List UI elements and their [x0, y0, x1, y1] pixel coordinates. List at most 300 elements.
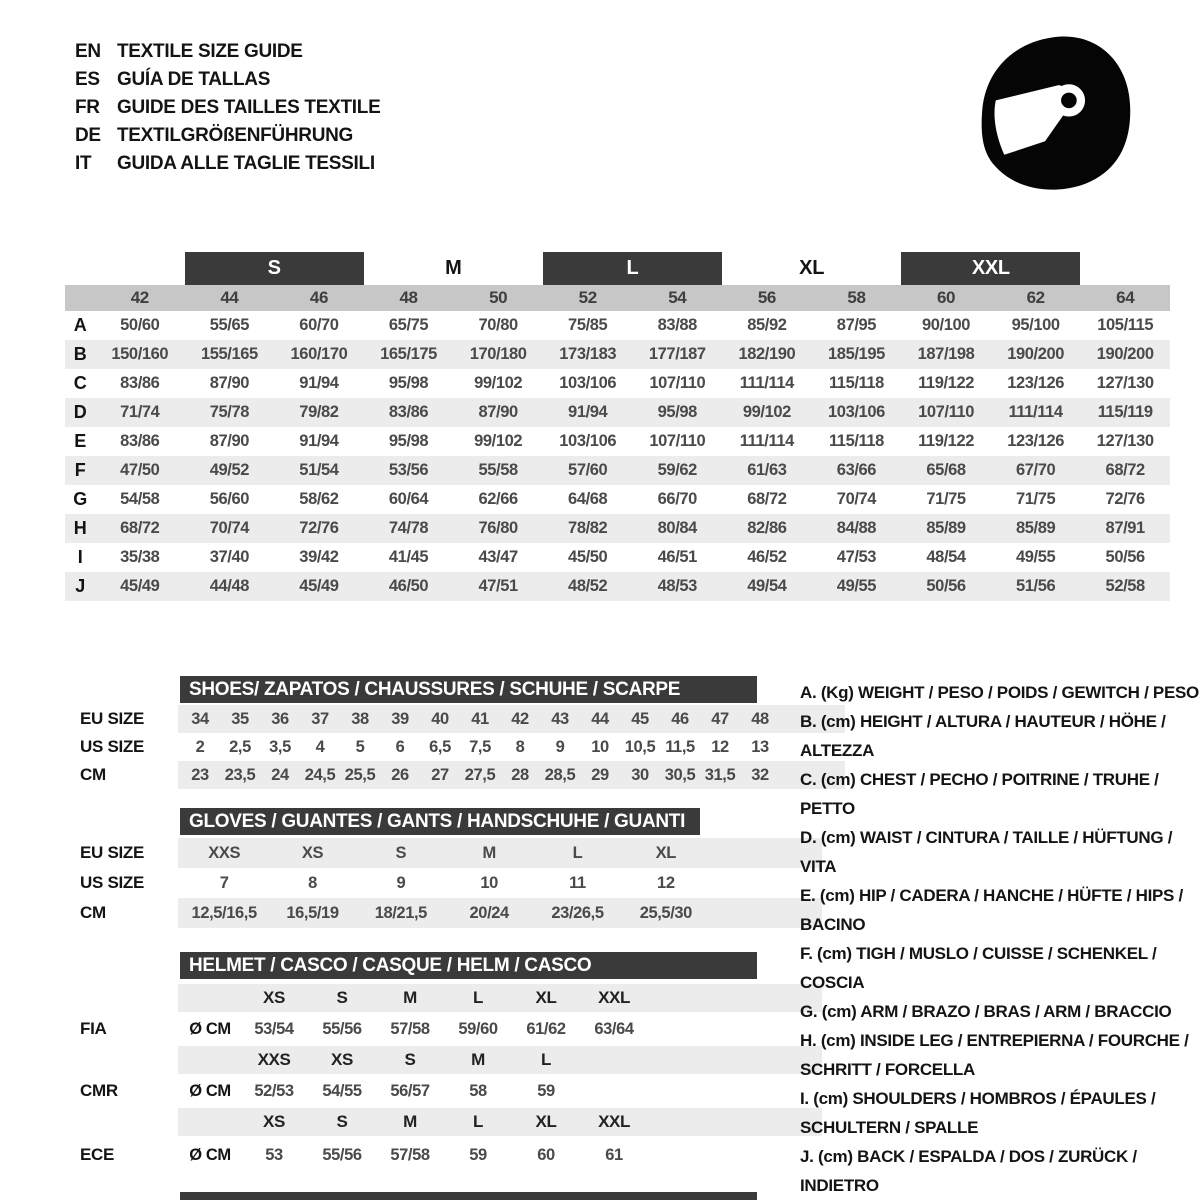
size-value: 70/74: [209, 519, 250, 537]
size-value: 83/88: [657, 316, 697, 334]
helmet-cm-value: 61: [605, 1145, 623, 1164]
size-value: 155/165: [200, 345, 258, 363]
size-value: 150/160: [111, 345, 169, 363]
helmet-size-label: XL: [535, 988, 557, 1007]
language-code: DE: [75, 125, 101, 146]
size-value: 51/54: [299, 461, 339, 479]
size-value: 60/64: [388, 490, 429, 508]
cell-value: 37: [311, 709, 329, 728]
legend-item-j: J. (cm) BACK / ESPALDA / DOS / ZURÜCK / INDIETRO: [800, 1147, 1137, 1195]
helmet-sizes-row-ece: [65, 1108, 865, 1136]
shoes-size-table: [65, 676, 865, 801]
size-value: 45/49: [120, 577, 160, 595]
size-value: 63/66: [836, 461, 877, 479]
size-value: 190/200: [1007, 345, 1065, 363]
cell-value: 9: [555, 737, 565, 756]
size-value: 107/110: [918, 403, 974, 421]
size-value: 95/98: [657, 403, 697, 421]
numeric-size: 54: [668, 288, 687, 307]
helmet-values-row-ece: [65, 1140, 865, 1170]
racing-helmet-icon: [972, 28, 1142, 200]
helmet-cm-value: 60: [537, 1145, 555, 1164]
size-value: 70/80: [478, 316, 518, 334]
size-value: 71/75: [1015, 490, 1056, 508]
cell-value: 44: [591, 709, 609, 728]
row-values: [180, 733, 780, 761]
cell-value: XS: [301, 843, 324, 862]
size-value: 50/60: [120, 316, 160, 334]
size-value: 56/60: [209, 490, 250, 508]
language-row: [75, 94, 380, 122]
numeric-size: 50: [489, 288, 508, 307]
cell-value: 11: [569, 873, 586, 892]
language-code: ES: [75, 69, 100, 90]
helmet-cm-value: 59: [469, 1145, 487, 1164]
helmet-sizes-values: [180, 984, 648, 1012]
size-value: 62/66: [478, 490, 518, 508]
size-value: 80/84: [657, 519, 697, 537]
row-label: EU SIZE: [80, 709, 145, 728]
gloves-section-title: GLOVES / GUANTES / GANTS / HANDSCHUHE / GUANTI: [180, 808, 700, 835]
size-value: 52/58: [1105, 577, 1145, 595]
helmet-size-label: L: [541, 1050, 551, 1069]
size-value: 55/58: [478, 461, 518, 479]
cell-value: 40: [431, 709, 449, 728]
measure-row-g: [65, 485, 1170, 514]
language-row: [75, 66, 380, 94]
size-value: 111/114: [1008, 403, 1063, 421]
size-value: 173/183: [559, 345, 617, 363]
cell-value: 6,5: [429, 737, 451, 756]
legend-item-e: E. (cm) HIP / CADERA / HANCHE / HÜFTE / HIPS / BACINO: [800, 886, 1183, 934]
sub-table-row: [65, 733, 865, 761]
cell-value: 30: [631, 765, 649, 784]
language-label: TEXTILE SIZE GUIDE: [117, 41, 303, 62]
size-value: 90/100: [922, 316, 971, 334]
cell-value: 11,5: [665, 737, 695, 756]
size-value: 46/50: [388, 577, 429, 595]
size-value: 72/76: [299, 519, 339, 537]
gloves-size-table: [65, 806, 865, 931]
size-value: 79/82: [299, 403, 339, 421]
cell-value: 35: [231, 709, 249, 728]
cell-value: XL: [655, 843, 676, 862]
diameter-unit-label: Ø CM: [189, 1081, 231, 1100]
size-value: 160/170: [290, 345, 348, 363]
cell-value: 47: [711, 709, 729, 728]
size-value: 45/50: [568, 548, 608, 566]
numeric-size: 46: [309, 288, 328, 307]
helmet-sizes-row-cmr: [65, 1046, 865, 1074]
helmet-cm-value: 63/64: [594, 1019, 634, 1038]
row-label: CM: [80, 903, 106, 922]
cell-value: L: [572, 843, 583, 862]
cell-value: 36: [271, 709, 289, 728]
row-values: [180, 868, 710, 898]
size-value: 48/54: [926, 548, 966, 566]
textile-size-table: [65, 252, 1170, 601]
helmet-cm-value: 61/62: [526, 1019, 566, 1038]
cell-value: 27,5: [464, 765, 496, 784]
cell-value: 6: [395, 737, 405, 756]
measure-row-h: [65, 514, 1170, 543]
row-letter: J: [75, 576, 85, 596]
cell-value: 41: [471, 709, 489, 728]
size-value: 48/53: [657, 577, 697, 595]
cell-value: 16,5/19: [286, 903, 339, 922]
size-value: 87/91: [1105, 519, 1145, 537]
helmet-size-label: XL: [535, 1112, 557, 1131]
size-value: 127/130: [1096, 374, 1154, 392]
size-value: 41/45: [388, 548, 429, 566]
numeric-size: 44: [220, 288, 239, 307]
helmet-sizes-row-fia: [65, 984, 865, 1012]
cell-value: 20/24: [469, 903, 509, 922]
size-value: 47/50: [120, 461, 160, 479]
cutoff-section-bar: [180, 1192, 757, 1200]
helmet-size-label: S: [404, 1050, 416, 1069]
size-value: 87/90: [209, 432, 250, 450]
size-group-xl: XL: [799, 257, 825, 279]
helmet-values: [180, 1076, 648, 1106]
size-value: 39/42: [299, 548, 339, 566]
sub-table-row: [65, 898, 865, 928]
helmet-sizes-values: [180, 1108, 648, 1136]
cell-value: 12,5/16,5: [191, 903, 257, 922]
standard-label: CMR: [80, 1081, 118, 1100]
diameter-unit-label: Ø CM: [189, 1145, 231, 1164]
language-code: FR: [75, 97, 100, 118]
helmet-cm-value: 53/54: [254, 1019, 294, 1038]
size-value: 46/51: [657, 548, 697, 566]
row-letter: A: [73, 315, 87, 335]
size-value: 95/98: [388, 374, 429, 392]
size-value: 103/106: [559, 374, 617, 392]
helmet-size-label: M: [403, 1112, 417, 1131]
size-value: 190/200: [1096, 345, 1154, 363]
diameter-unit-label: Ø CM: [189, 1019, 231, 1038]
helmet-cm-value: 54/55: [322, 1081, 362, 1100]
size-value: 123/126: [1007, 432, 1065, 450]
row-letter: D: [73, 402, 87, 422]
measure-row-e: [65, 427, 1170, 456]
size-value: 85/89: [1015, 519, 1056, 537]
measure-row-i: [65, 543, 1170, 572]
size-value: 60/70: [299, 316, 339, 334]
legend-item-c: C. (cm) CHEST / PECHO / POITRINE / TRUHE / PETTO: [800, 770, 1159, 818]
size-value: 99/102: [474, 374, 523, 392]
cell-value: S: [395, 843, 407, 862]
sub-table-row: [65, 761, 865, 789]
size-value: 177/187: [648, 345, 706, 363]
cell-value: 34: [191, 709, 209, 728]
row-letter: B: [73, 344, 87, 364]
size-value: 182/190: [738, 345, 796, 363]
size-value: 65/75: [388, 316, 429, 334]
legend-item-b: B. (cm) HEIGHT / ALTURA / HAUTEUR / HÖHE / ALTEZZA: [800, 712, 1166, 760]
size-value: 46/52: [747, 548, 787, 566]
cell-value: 12: [657, 873, 675, 892]
size-value: 66/70: [657, 490, 697, 508]
size-value: 57/60: [568, 461, 608, 479]
measure-row-d: [65, 398, 1170, 427]
size-value: 91/94: [299, 374, 339, 392]
cell-value: 23,5: [224, 765, 256, 784]
cell-value: 46: [671, 709, 689, 728]
cell-value: 12: [711, 737, 729, 756]
cell-value: 2: [195, 737, 205, 756]
cell-value: 2,5: [229, 737, 251, 756]
measure-row-f: [65, 456, 1170, 485]
size-value: 68/72: [120, 519, 160, 537]
size-value: 82/86: [747, 519, 787, 537]
measure-row-b: [65, 340, 1170, 369]
helmet-size-label: XXL: [598, 1112, 630, 1131]
row-letter: I: [77, 547, 83, 567]
size-value: 72/76: [1105, 490, 1145, 508]
size-value: 68/72: [1105, 461, 1145, 479]
helmet-cm-value: 59/60: [458, 1019, 498, 1038]
shoes-section-title: SHOES/ ZAPATOS / CHAUSSURES / SCHUHE / SCARPE: [180, 676, 757, 703]
language-row: [75, 122, 380, 150]
sub-table-row: [65, 838, 865, 868]
numeric-size: 58: [847, 288, 866, 307]
size-group-l: L: [543, 252, 722, 285]
size-value: 83/86: [120, 432, 160, 450]
cell-value: 32: [751, 765, 769, 784]
row-label: EU SIZE: [80, 843, 145, 862]
cell-value: 13: [751, 737, 769, 756]
language-row: [75, 150, 380, 178]
cell-value: 48: [751, 709, 769, 728]
cell-value: M: [482, 843, 496, 862]
size-value: 78/82: [568, 519, 608, 537]
cell-value: 7,5: [469, 737, 491, 756]
helmet-size-label: XS: [263, 1112, 285, 1131]
size-group-s: S: [185, 252, 364, 285]
legend-item-a: A. (Kg) WEIGHT / PESO / POIDS / GEWITCH / PESO: [800, 683, 1199, 702]
cell-value: 24: [271, 765, 289, 784]
size-value: 103/106: [559, 432, 617, 450]
cell-value: 26: [391, 765, 409, 784]
size-value: 115/118: [828, 374, 884, 392]
helmet-size-label: L: [473, 1112, 483, 1131]
size-value: 111/114: [739, 374, 794, 392]
language-list: [75, 38, 380, 178]
helmet-values: [180, 1014, 648, 1044]
row-letter: C: [73, 373, 87, 393]
size-value: 68/72: [747, 490, 787, 508]
cell-value: 10: [480, 873, 498, 892]
language-label: GUIDA ALLE TAGLIE TESSILI: [117, 153, 375, 174]
sub-table-row: [65, 868, 865, 898]
legend-item-g: G. (cm) ARM / BRAZO / BRAS / ARM / BRACCIO: [800, 1002, 1172, 1021]
size-value: 87/90: [209, 374, 250, 392]
helmet-cm-value: 57/58: [390, 1145, 430, 1164]
size-value: 83/86: [120, 374, 160, 392]
size-value: 127/130: [1096, 432, 1154, 450]
size-value: 59/62: [657, 461, 697, 479]
size-value: 65/68: [926, 461, 966, 479]
helmet-values-row-fia: [65, 1014, 865, 1044]
size-value: 47/53: [836, 548, 877, 566]
legend-item-h: H. (cm) INSIDE LEG / ENTREPIERNA / FOURCHE / SCHRITT / FORCELLA: [800, 1031, 1189, 1079]
measure-row-c: [65, 369, 1170, 398]
size-value: 35/38: [120, 548, 160, 566]
cell-value: 8: [308, 873, 317, 892]
cell-value: 23: [191, 765, 209, 784]
size-value: 83/86: [388, 403, 429, 421]
size-value: 170/180: [469, 345, 527, 363]
size-value: 45/49: [299, 577, 339, 595]
size-value: 49/54: [747, 577, 787, 595]
helmet-cm-value: 53: [265, 1145, 283, 1164]
helmet-cm-value: 55/56: [322, 1145, 362, 1164]
helmet-size-label: S: [336, 1112, 348, 1131]
row-letter: G: [73, 489, 87, 509]
size-value: 87/95: [836, 316, 877, 334]
size-value: 74/78: [388, 519, 429, 537]
language-code: IT: [75, 153, 92, 174]
numeric-size: 52: [578, 288, 597, 307]
numeric-size-header-row: [65, 285, 1170, 311]
size-value: 103/106: [828, 403, 885, 421]
size-value: 67/70: [1015, 461, 1056, 479]
size-value: 85/92: [747, 316, 787, 334]
size-value: 111/114: [739, 432, 794, 450]
row-letter: E: [74, 431, 86, 451]
size-value: 165/175: [380, 345, 437, 363]
language-label: TEXTILGRÖßENFÜHRUNG: [117, 125, 354, 146]
size-value: 85/89: [926, 519, 966, 537]
sub-table-row: [65, 705, 865, 733]
helmet-size-label: XS: [263, 988, 285, 1007]
size-value: 115/119: [1097, 403, 1153, 421]
size-value: 55/65: [209, 316, 250, 334]
cell-value: 24,5: [304, 765, 336, 784]
row-letter: H: [73, 518, 87, 538]
cell-value: 23/26,5: [551, 903, 604, 922]
cell-value: 45: [631, 709, 649, 728]
size-value: 49/52: [209, 461, 250, 479]
cell-value: 43: [551, 709, 569, 728]
language-label: GUIDE DES TAILLES TEXTILE: [117, 97, 381, 118]
size-value: 95/100: [1011, 316, 1060, 334]
helmet-cm-value: 52/53: [254, 1081, 294, 1100]
size-value: 64/68: [568, 490, 608, 508]
standard-label: ECE: [80, 1145, 115, 1164]
helmet-size-label: M: [403, 988, 417, 1007]
size-value: 47/51: [478, 577, 518, 595]
size-value: 185/195: [828, 345, 885, 363]
helmet-sizes-values: [180, 1046, 648, 1074]
size-value: 61/63: [747, 461, 787, 479]
standard-label: FIA: [80, 1019, 107, 1038]
row-values: [180, 761, 780, 789]
row-values: [180, 898, 710, 928]
size-value: 43/47: [478, 548, 518, 566]
cell-value: 39: [391, 709, 409, 728]
language-row: [75, 38, 380, 66]
numeric-size: 62: [1026, 288, 1045, 307]
size-value: 58/62: [299, 490, 339, 508]
helmet-cm-value: 59: [537, 1081, 555, 1100]
cell-value: 4: [315, 737, 325, 756]
numeric-size: 56: [757, 288, 776, 307]
cell-value: 28: [511, 765, 529, 784]
cell-value: 7: [219, 873, 229, 892]
cell-value: 27: [431, 765, 449, 784]
helmet-section-title: HELMET / CASCO / CASQUE / HELM / CASCO: [180, 952, 757, 979]
row-label: US SIZE: [80, 873, 145, 892]
size-value: 76/80: [478, 519, 518, 537]
cell-value: 31,5: [704, 765, 736, 784]
helmet-size-label: S: [336, 988, 348, 1007]
size-value: 48/52: [568, 577, 608, 595]
letter-size-header-row: [65, 252, 1170, 285]
cell-value: 38: [351, 709, 369, 728]
measure-row-j: [65, 572, 1170, 601]
numeric-size: 42: [130, 288, 149, 307]
size-value: 123/126: [1007, 374, 1065, 392]
cell-value: XXS: [208, 843, 241, 862]
size-value: 50/56: [926, 577, 966, 595]
size-value: 71/75: [926, 490, 966, 508]
cell-value: 8: [515, 737, 525, 756]
numeric-size: 48: [399, 288, 418, 307]
measure-row-a: [65, 311, 1170, 340]
helmet-size-label: XXS: [257, 1050, 291, 1069]
cell-value: 42: [511, 709, 529, 728]
legend-item-d: D. (cm) WAIST / CINTURA / TAILLE / HÜFTUNG / VITA: [800, 828, 1173, 876]
legend-item-f: F. (cm) TIGH / MUSLO / CUISSE / SCHENKEL / COSCIA: [800, 944, 1157, 992]
size-value: 91/94: [299, 432, 339, 450]
helmet-size-label: XS: [331, 1050, 353, 1069]
size-value: 50/56: [1105, 548, 1145, 566]
measurement-legend: [800, 678, 1200, 1200]
cell-value: 18/21,5: [374, 903, 427, 922]
helmet-cm-value: 56/57: [390, 1081, 430, 1100]
size-value: 105/115: [1097, 316, 1154, 334]
size-value: 99/102: [742, 403, 791, 421]
textile-measurements-body: [65, 311, 1170, 601]
size-value: 99/102: [474, 432, 523, 450]
helmet-cm-value: 57/58: [390, 1019, 430, 1038]
size-value: 119/122: [918, 432, 974, 450]
cell-value: 29: [591, 765, 609, 784]
numeric-size: 64: [1116, 288, 1135, 307]
size-value: 107/110: [649, 374, 706, 392]
language-label: GUÍA DE TALLAS: [117, 69, 271, 90]
helmet-size-table: [65, 950, 865, 1190]
size-value: 51/56: [1015, 577, 1056, 595]
size-value: 75/78: [209, 403, 250, 421]
row-label: CM: [80, 765, 106, 784]
size-value: 87/90: [478, 403, 518, 421]
row-label: US SIZE: [80, 737, 145, 756]
size-value: 187/198: [917, 345, 975, 363]
size-value: 71/74: [120, 403, 160, 421]
size-value: 75/85: [568, 316, 608, 334]
size-value: 53/56: [388, 461, 429, 479]
helmet-cm-value: 58: [469, 1081, 487, 1100]
size-value: 70/74: [836, 490, 877, 508]
helmet-size-label: M: [471, 1050, 485, 1069]
cell-value: 10: [591, 737, 609, 756]
row-values: [180, 838, 710, 868]
size-value: 44/48: [209, 577, 250, 595]
cell-value: 25,5/30: [639, 903, 692, 922]
